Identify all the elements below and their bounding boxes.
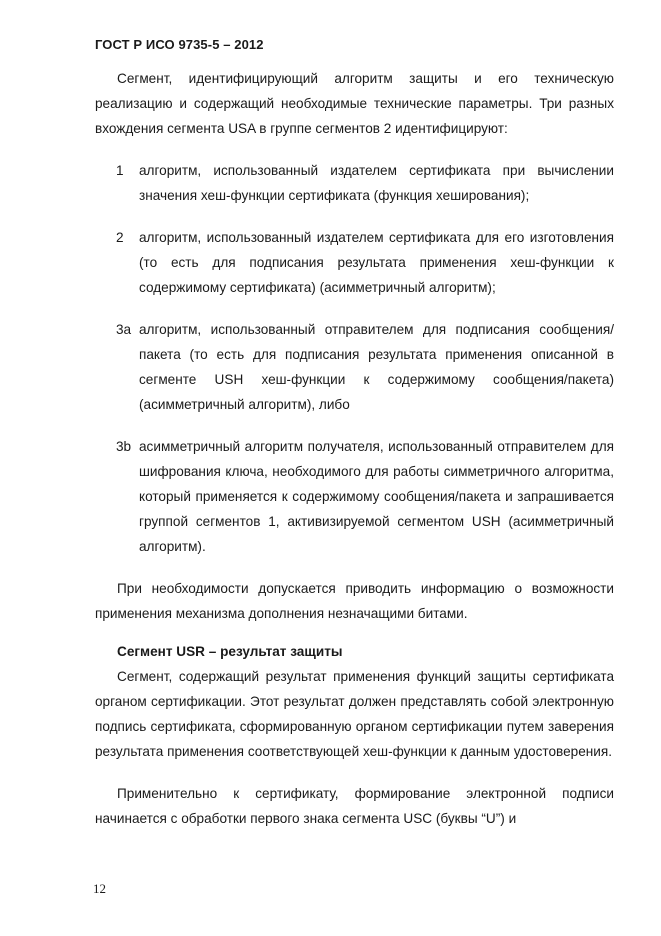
usr-section-heading: Сегмент USR – результат защиты	[117, 644, 343, 659]
list-item	[95, 317, 614, 417]
list-item-text: алгоритм, использованный отправителем для подписания сообщения/пакета (то есть для подписания результата применения описанной в сегменте USH хеш-функции к содержимому сообщения/пакета) (асимметричный алгоритм), либо	[139, 322, 614, 412]
list-item	[95, 225, 614, 300]
list-item-text: асимметричный алгоритм получателя, использованный отправителем для шифрования ключа, необходимого для работы симметричного алгоритма, который применяется к содержимому сообщения/пакета и запрашивается группой сегментов 1, активизируемой сегментом USH (асимметричный алгоритм).	[139, 439, 614, 554]
document-code-header: ГОСТ Р ИСО 9735-5 – 2012	[95, 37, 264, 52]
list-item-number: 2	[116, 230, 124, 245]
intro-paragraph: Сегмент, идентифицирующий алгоритм защиты и его техническую реализацию и содержащий необходимые технические параметры. Три разных вхождения сегмента USA в группе сегментов 2 идентифицируют:	[95, 71, 614, 136]
list-item-text: алгоритм, использованный издателем сертификата при вычислении значения хеш-функции сертификата (функция хеширования);	[139, 163, 614, 203]
usr-description-paragraph: Сегмент, содержащий результат применения функций защиты сертификата органом сертификации. Этот результат должен представлять собой электронную подпись сертификата, сформированную органом сертификации путем заверения результата применения соответствующей хеш-функции к данным удостоверения.	[95, 669, 614, 759]
list-item-text: алгоритм, использованный издателем сертификата для его изготовления (то есть для подписания результата применения хеш-функции к содержимому сертификата) (асимметричный алгоритм);	[139, 230, 614, 295]
page-number: 12	[93, 881, 106, 896]
list-item	[95, 434, 614, 559]
list-item-number: 1	[116, 163, 124, 178]
list-item-number: 3b	[116, 439, 132, 454]
list-item-number: 3a	[116, 322, 132, 337]
padding-note-paragraph: При необходимости допускается приводить информацию о возможности применения механизма дополнения незначащими битами.	[95, 581, 614, 621]
document-body	[95, 66, 614, 831]
list-item	[95, 158, 614, 208]
signature-paragraph: Применительно к сертификату, формирование электронной подписи начинается с обработки первого знака сегмента USC (буквы “U”) и	[95, 786, 614, 826]
